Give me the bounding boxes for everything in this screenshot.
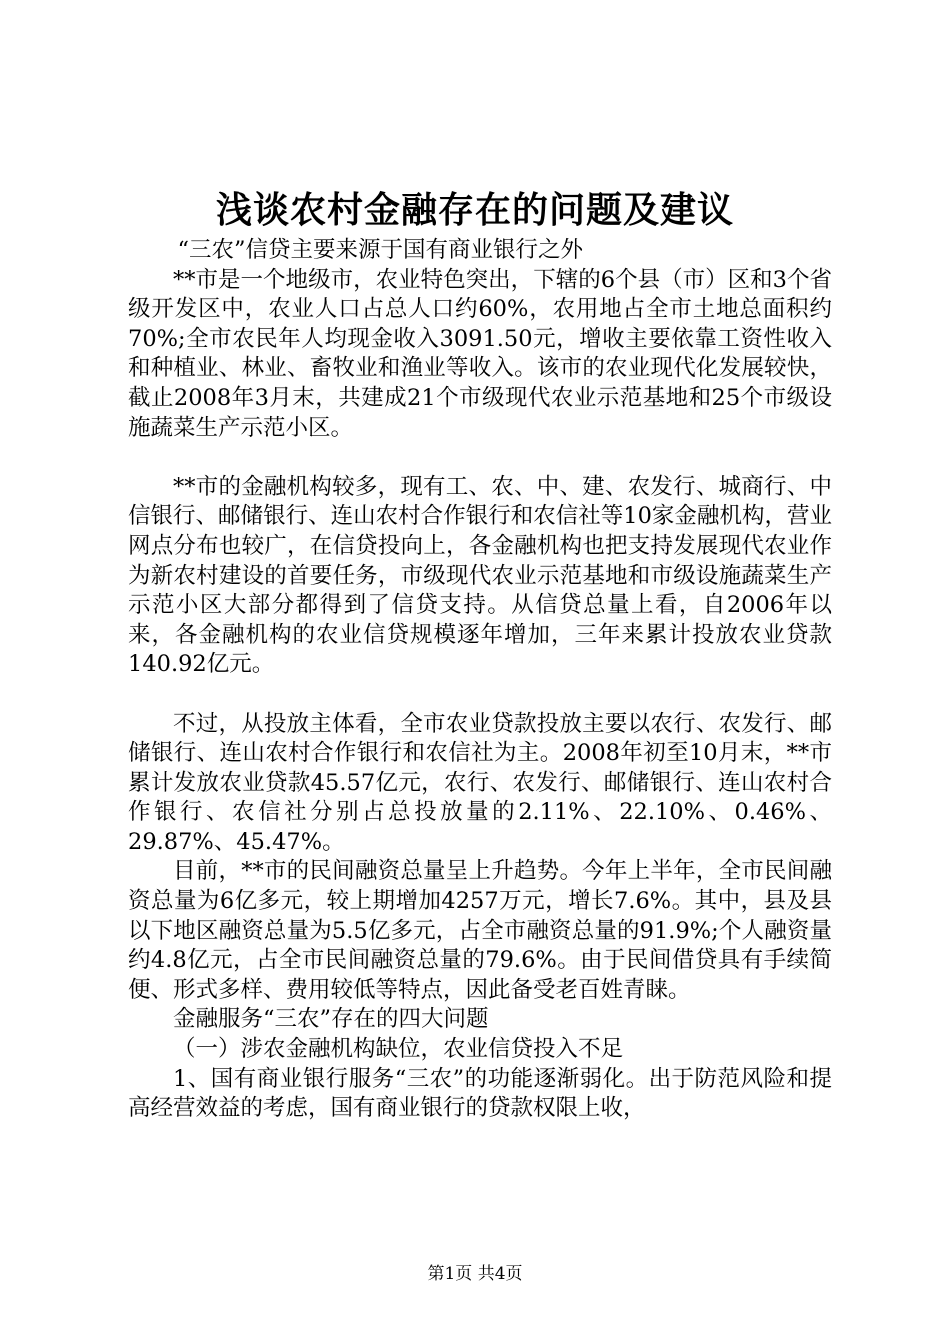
paragraph-financial-institutions: **市的金融机构较多，现有工、农、中、建、农发行、城商行、中信银行、邮储银行、连山农村合作银行和农信社等10家金融机构，营业网点分布也较广，在信贷投向上，各金融机构也把支持发展现代农业作为新农村建设的首要任务，市级现代农业示范基地和市级设施蔬菜生产示范小区大部分都得到了信贷支持。从信贷总量上看，自2006年以来，各金融机构的农业信贷规模逐年增加，三年来累计投放农业贷款140.92亿元。 — [128, 473, 832, 678]
document-title: 浅谈农村金融存在的问题及建议 — [215, 189, 734, 231]
section-heading-credit-source: “三农”信贷主要来源于国有商业银行之外 — [177, 237, 584, 263]
paragraph-private-financing: 目前，**市的民间融资总量呈上升趋势。今年上半年，全市民间融资总量为6亿多元，较上期增加4257万元，增长7.6%。其中，县及县以下地区融资总量为5.5亿多元，占全市融资总量的91.9%;个人融资量约4.8亿元，占全市民间融资总量的79.6%。由于民间借贷具有手续简便、形式多样、费用较低等特点，因此备受老百姓青睐。 — [128, 858, 832, 1003]
document-body — [128, 236, 832, 1124]
paragraph-state-banks: 1、国有商业银行服务“三农”的功能逐渐弱化。出于防范风险和提高经营效益的考虑，国有商业银行的贷款权限上收， — [128, 1065, 832, 1122]
paragraph-loan-distribution: 不过，从投放主体看，全市农业贷款投放主要以农行、农发行、邮储银行、连山农村合作银行和农信社为主。2008年初至10月末，**市累计发放农业贷款45.57亿元，农行、农发行、邮储银行、连山农村合作银行、农信社分别占总投放量的2.11%、22.10%、0.46%、29.87%、45.47%。 — [128, 710, 832, 855]
section-heading-four-problems: 金融服务“三农”存在的四大问题 — [173, 1006, 489, 1033]
paragraph-city-overview: **市是一个地级市，农业特色突出，下辖的6个县（市）区和3个省级开发区中，农业人口占总人口约60%，农用地占全市土地总面积约70%;全市农民年人均现金收入3091.50元，增收主要依靠工资性收入和种植业、林业、畜牧业和渔业等收入。该市的农业现代化发展较快，截止2008年3月末，共建成21个市级现代农业示范基地和25个市级设施蔬菜生产示范小区。 — [128, 266, 832, 441]
page-number-footer: 第1页 共4页 — [427, 1264, 523, 1284]
subsection-heading-1: （一）涉农金融机构缺位，农业信贷投入不足 — [173, 1036, 624, 1063]
